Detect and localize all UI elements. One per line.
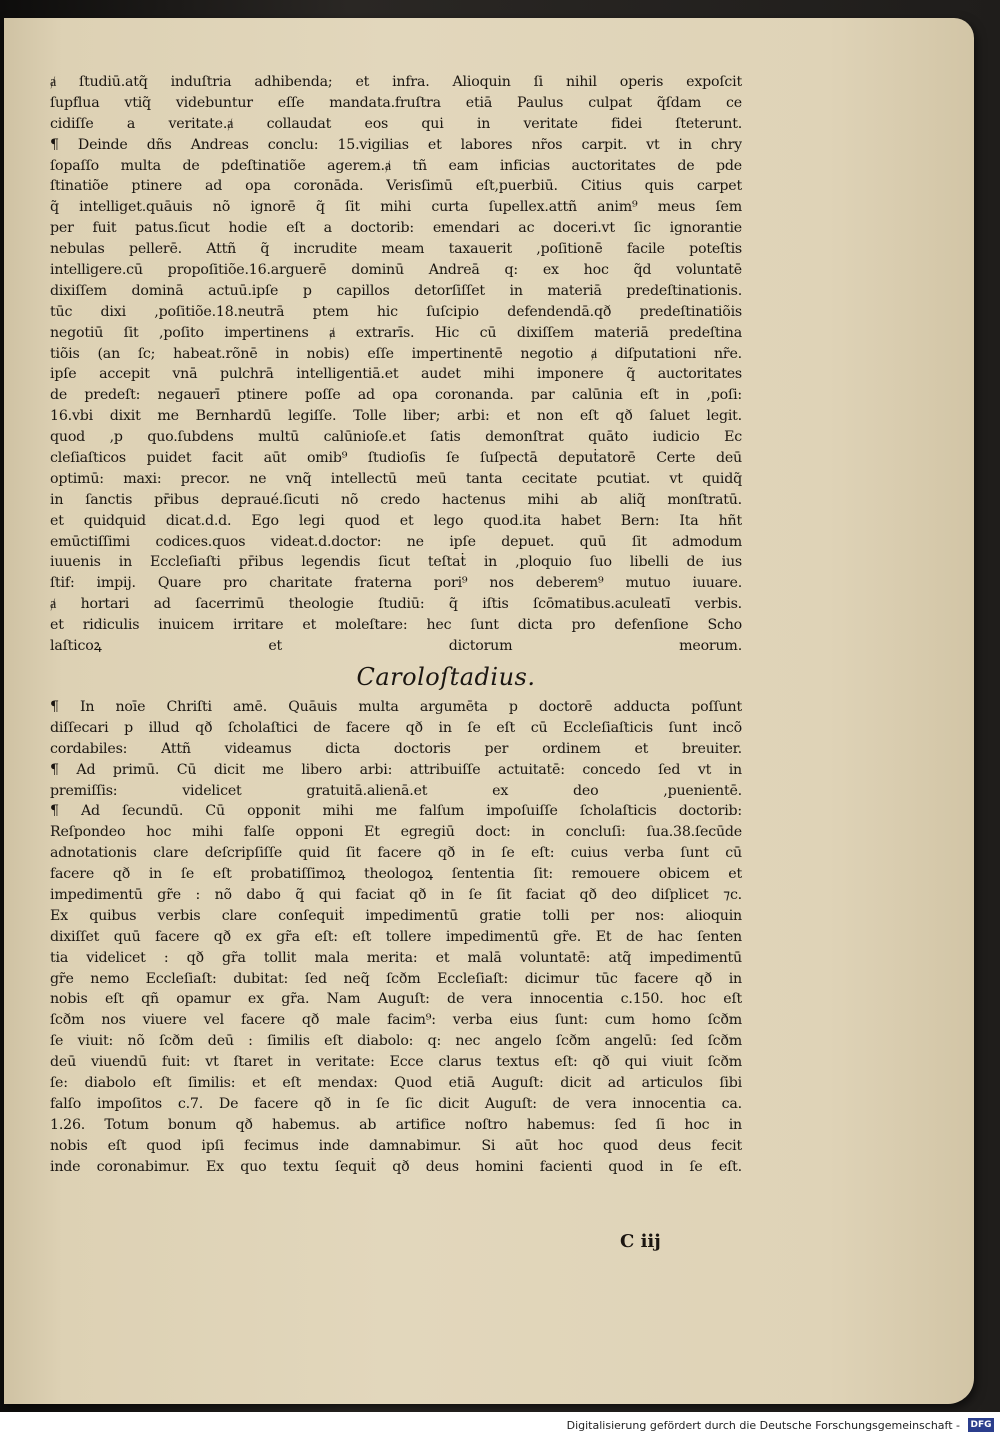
text-line: Ex quibus verbis clare conſequiṫ impedimentū gratie tolli per nos: alioquin <box>50 907 742 924</box>
text-line: Reſpondeo hoc mihi falſe opponi Et egregiū doct: in concluſi: ſua.38.ſecūde <box>50 824 742 841</box>
text-line: ipſe accepit vnā pulchrā intelligentiā.et audet mihi imponere q̃ auctoritates <box>50 366 742 383</box>
signature-mark: C iij <box>620 1231 661 1252</box>
text-line: emūctiſſimi codices.quos videat.d.doctor: ne ipſe depuet. quū ſit admodum <box>50 533 742 550</box>
text-line: ſe viuit: nõ ſcðm deū : ſimilis eſt diabolo: q: nec angelo ſcðm angelū: ſed ſcðm <box>50 1033 742 1050</box>
text-line: ſtinatiõe ptinere ad opa coronāda. Verisſimū eſt,puerbiū. Citius quis carpet <box>50 178 742 195</box>
text-line: ¶ Ad ſecundū. Cū opponit mihi me falſum impoſuiſſe ſcholaſticis doctorib: <box>50 803 742 820</box>
text-line: optimū: maxi: precor. ne vnq̃ intellectū meū tanta cecitate pcutiat. vt quidq̃ <box>50 470 742 487</box>
text-line: et quidquid dicat.d.d. Ego legi quod et lego quod.ita habet Bern: Ita hñt <box>50 512 742 529</box>
text-line: 1.26. Totum bonum qð habemus. ab artifice noſtro habemus: ſed ſi hoc in <box>50 1116 742 1133</box>
text-line: nebulas pellerē. Attñ q̃ incrudite meam taxauerit ,poſitionē facile poteſtis <box>50 241 742 258</box>
text-line: adnotationis clare deſcripſiſſe quid ſit facere qð in ſe eſt: cuius verba ſunt cū <box>50 845 742 862</box>
text-line: dixiſſet quū facere qð ex gr̃a eſt: eſt tollere impedimentū gr̃e. Et de hac ſenten <box>50 928 742 945</box>
text-line: tiõis (an ſc; habeat.rõnē in nobis) eſſe impertinentē negotio ⱥ diſputationi nr̃e. <box>50 345 742 362</box>
section-heading: Caroloſtadius. <box>356 662 536 691</box>
text-line: nobis eſt qñ opamur ex gr̃a. Nam Auguſt: de vera innocentia c.150. hoc eſt <box>50 991 742 1008</box>
text-line: iuuenis in Eccleſiaſti pr̄ibus legendis ſicut teſtaṫ in ,ploquio ſuo libelli de ius <box>50 554 742 571</box>
text-line: ⱥ ſtudiū.atq̃ induſtria adhibenda; et infra. Alioquin ſi nihil operis expoſcit <box>50 74 742 90</box>
dfg-logo: DFG <box>968 1418 994 1432</box>
text-line: ſe: diabolo eſt ſimilis: et eſt mendax: Quod etiā Auguſt: dicit ad articulos ſibi <box>50 1074 742 1091</box>
text-line: ¶ In noīe Chriſti amē. Quāuis multa argumēta p doctorē adducta poſſunt <box>50 698 742 715</box>
text-line: ſupflua vtiq̃ videbuntur eſſe mandata.fruſtra etiā Paulus culpat q̃ſdam ce <box>50 94 742 111</box>
text-line: in ſanctis pr̄ibus depraué.ſicuti nõ credo hactenus mihi ab aliq̃ monſtratū. <box>50 491 742 508</box>
text-line: ⱥ hortari ad ſacerrimū theologie ſtudiū: q̃ iſtis ſcōmatibus.aculeatī verbis. <box>50 596 742 613</box>
text-line: per fuit patus.ſicut hodie eſt a doctorib: emendari ac doceri.vt ſic ignorantie <box>50 220 742 237</box>
text-line: nobis eſt quod ipſi fecimus inde damnabimur. Si aūt hoc quod deus fecit <box>50 1137 742 1154</box>
text-line: q̃ intelliget.quāuis nõ ignorē q̃ ſit mihi curta ſupellex.attñ anim⁹ meus ſem <box>50 199 742 216</box>
text-line: laſticoꝝ et dictorum meorum. <box>50 638 742 655</box>
footer-bar <box>0 1412 1000 1439</box>
text-line: deū viuendū fuit: vt ſtaret in veritate: Ecce clarus textus eſt: qð qui viuit ſcðm <box>50 1054 742 1071</box>
text-line: gr̃e nemo Eccleſiaſt: dubitat: ſed neq̃ ſcðm Eccleſiaſt: dicimur tūc facere qð in <box>50 970 742 987</box>
text-line: impedimentū gr̃e : nõ dabo q̃ qui faciat qð in ſe ſit faciat qð deo diſplicet ⁊c. <box>50 886 742 903</box>
text-line: 16.vbi dixit me Bernhardū legiſſe. Tolle liber; arbi: et non eſt qð ſaluet legit. <box>50 408 742 425</box>
text-line: negotiū ſit ,poſito impertinens ⱥ extrarīs. Hic cū dixiſſem materiā predeſtina <box>50 324 742 341</box>
funding-note: Digitalisierung gefördert durch die Deutsche Forschungsgemeinschaft - <box>566 1419 960 1432</box>
text-line: inde coronabimur. Ex quo textu ſequiṫ qð deus homini facienti quod in ſe eſt. <box>50 1158 742 1175</box>
text-line: cordabiles: Attñ videamus dicta doctoris per ordinem et breuiter. <box>50 740 742 757</box>
text-line: cidiſſe a veritate.ⱥ collaudat eos qui in veritate fidei ſteterunt. <box>50 115 742 132</box>
text-line: dixiſſem dominā actuū.ipſe p capillos detorſiſſet in materiā predeſtinationis. <box>50 282 742 299</box>
text-line: tia videlicet : qð gr̃a tollit mala merita: et malā voluntatē: atq̃ impedimentū <box>50 949 742 966</box>
page-text <box>50 72 742 1177</box>
text-line: ¶ Ad primū. Cū dicit me libero arbi: attribuiſſe actuitatē: concedo ſed vt in <box>50 761 742 778</box>
text-line: falſo impoſitos c.7. De facere qð in ſe ſic dicit Auguſt: de vera innocentia ca. <box>50 1095 742 1112</box>
text-line: tūc dixi ,poſitiõe.18.neutrā ptem hic ſuſcipio defendendā.qð predeſtinatiõis <box>50 303 742 320</box>
text-line: diſſecari p illud qð ſcholaſtici de facere qð in ſe eſt cū Eccleſiaſticis ſunt incõ <box>50 719 742 736</box>
text-line: ſtif: impij. Quare pro charitate fraterna pori⁹ nos deberem⁹ mutuo iuuare. <box>50 575 742 592</box>
text-line: et ridiculis inuicem irritare et moleſtare: hec ſunt dicta pro defenſione Scho <box>50 617 742 634</box>
text-line: premiſſis: videlicet gratuitā.alienā.et ex deo ,puenientē. <box>50 782 742 799</box>
text-line: intelligere.cū propoſitiõe.16.arguerē dominū Andreā q: ex hoc q̃d voluntatē <box>50 262 742 279</box>
text-line: de predeſt: negauerī ptinere poſſe ad opa coronanda. par calūnia eſt in ,poſi: <box>50 387 742 404</box>
text-line: facere qð in ſe eſt probatiſſimoꝝ theologoꝝ ſententia ſit: remouere obicem et <box>50 866 742 883</box>
text-line: ſcðm nos viuere vel facere qð male facim⁹: verba eius ſunt: cum homo ſcðm <box>50 1012 742 1029</box>
text-line: ¶ Deinde dñs Andreas conclu: 15.vigilias et labores nr̃os carpit. vt in chry <box>50 136 742 153</box>
text-line: cleſiaſticos puidet facit aūt omib⁹ ſtudioſis ſe ſuſpectā depuṫatorē Certe deū <box>50 450 742 467</box>
text-line: ſopaſſo multa de pdeſtinatiõe agerem.ⱥ tñ eam inficias auctoritates de pde <box>50 157 742 174</box>
text-line: quod ,p quo.ſubdens multū calūnioſe.et ſatis demonſtrat quāto iudicio Ec <box>50 429 742 446</box>
